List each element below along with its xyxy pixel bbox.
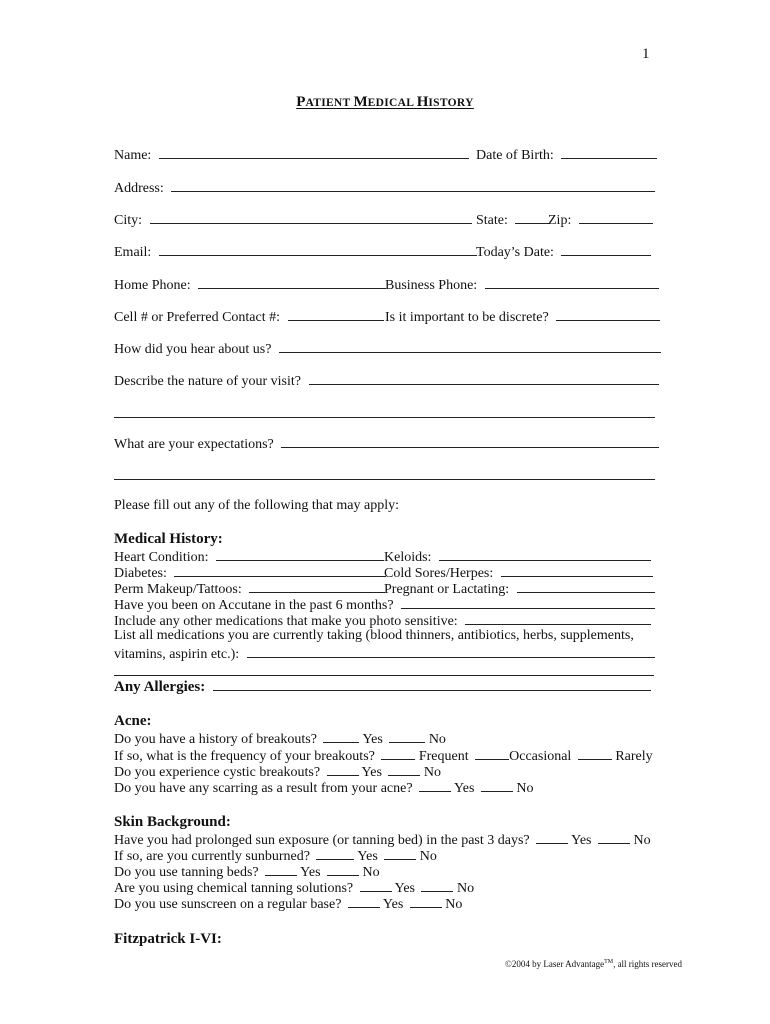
skin-q2-no-line[interactable] [384,847,416,860]
address-field [114,179,655,197]
acne-q1-yes-line[interactable] [323,730,359,743]
skin-q2-yes-line[interactable] [316,847,354,860]
zip-field [548,211,653,229]
medical-history-heading: Medical History: [114,531,223,547]
city-label: City: [114,213,143,228]
medications-extra-line[interactable] [114,663,654,676]
address-line[interactable] [171,179,655,192]
keloids-line[interactable] [439,548,651,561]
expectations-field [114,435,659,453]
name-label: Name: [114,148,152,163]
skin-q4-yes-line[interactable] [360,879,392,892]
expectations-extra-line[interactable] [114,467,655,480]
expectations-line[interactable] [281,435,659,448]
acne-q1 [114,730,446,748]
footer-prefix: ©2004 by Laser Advantage [505,959,605,969]
page-number: 1 [642,46,650,62]
keloids-label: Keloids: [384,550,432,565]
name-field [114,146,469,164]
zip-label: Zip: [548,213,572,228]
medications-field [114,645,655,663]
address-label: Address: [114,181,164,196]
skin-q4-no: No [456,881,475,896]
skin-q1-no: No [633,833,651,848]
skin-q1-yes: Yes [571,833,592,848]
acne-q4-yes: Yes [454,781,475,796]
todays-date-field [476,243,651,261]
skin-q2-label: If so, are you currently sunburned? [114,849,310,864]
nature-extra-line-wrap [114,405,655,423]
business-phone-line[interactable] [485,276,659,289]
medications-label: vitamins, aspirin etc.): [114,647,240,662]
dob-line[interactable] [561,146,657,159]
home-phone-label: Home Phone: [114,278,191,293]
photo-sensitive-label: Include any other medications that make you photo sensitive: [114,614,458,629]
acne-q1-yes: Yes [362,732,383,747]
perm-makeup-label: Perm Makeup/Tattoos: [114,582,242,597]
city-field [114,211,472,229]
photo-sensitive-line[interactable] [465,612,651,625]
acne-q4-no: No [516,781,534,796]
city-line[interactable] [150,211,472,224]
home-phone-field [114,276,386,294]
skin-background-heading: Skin Background: [114,814,231,830]
fill-out-note: Please fill out any of the following that may apply: [114,498,399,513]
skin-q3-no-line[interactable] [327,863,359,876]
email-label: Email: [114,245,152,260]
todays-date-label: Today’s Date: [476,245,554,260]
acne-q3-no: No [423,765,442,780]
perm-makeup-line[interactable] [249,580,385,593]
accutane-line[interactable] [401,596,655,609]
business-phone-field [385,276,659,294]
footer-tm: TM [604,959,614,965]
acne-q3-yes-line[interactable] [327,763,359,776]
cell-line[interactable] [288,308,384,321]
skin-q1-no-line[interactable] [598,831,630,844]
diabetes-label: Diabetes: [114,566,167,581]
allergies-line[interactable] [213,678,651,691]
dob-label: Date of Birth: [476,148,554,163]
expectations-label: What are your expectations? [114,437,274,452]
state-field [476,211,549,229]
acne-q2-label: If so, what is the frequency of your breakouts? [114,749,375,764]
skin-q2-no: No [419,849,437,864]
pregnant-label: Pregnant or Lactating: [384,582,510,597]
footer-suffix: , all rights reserved [613,959,683,969]
skin-q5 [114,895,462,913]
acne-q2-frequent-line[interactable] [381,747,415,760]
todays-date-line[interactable] [561,243,651,256]
acne-q1-label: Do you have a history of breakouts? [114,732,317,747]
acne-q3-no-line[interactable] [388,763,420,776]
page-title: PATIENT MEDICAL HISTORY [296,94,474,110]
pregnant-line[interactable] [517,580,655,593]
skin-q3-yes: Yes [300,865,321,880]
skin-q3-yes-line[interactable] [265,863,297,876]
discrete-field [385,308,660,326]
discrete-line[interactable] [556,308,660,321]
home-phone-line[interactable] [198,276,386,289]
skin-q5-label: Do you use sunscreen on a regular base? [114,897,342,912]
allergies-field [114,678,651,696]
acne-q2-rarely: Rarely [615,749,653,764]
discrete-label: Is it important to be discrete? [385,310,549,325]
acne-q4 [114,779,534,797]
acne-q4-label: Do you have any scarring as a result from your acne? [114,781,413,796]
skin-q3-no: No [362,865,380,880]
allergies-heading: Any Allergies: [114,679,206,695]
state-line[interactable] [515,211,549,224]
fitzpatrick-heading: Fitzpatrick I-VI: [114,931,222,947]
skin-q5-yes-line[interactable] [348,895,380,908]
skin-q4-no-line[interactable] [421,879,453,892]
acne-q3-yes: Yes [361,765,382,780]
heart-line[interactable] [216,548,384,561]
cold-sores-line[interactable] [501,564,653,577]
skin-q1-label: Have you had prolonged sun exposure (or tanning bed) in the past 3 days? [114,833,530,848]
skin-q1-yes-line[interactable] [536,831,568,844]
acne-q2-rarely-line[interactable] [578,747,612,760]
cold-sores-label: Cold Sores/Herpes: [384,566,494,581]
acne-q2-frequent: Frequent [418,749,469,764]
medications-line[interactable] [247,645,655,658]
skin-q5-no: No [445,897,463,912]
hear-about-field [114,340,661,358]
nature-extra-line[interactable] [114,405,655,418]
cell-field [114,308,384,326]
skin-q4-yes: Yes [394,881,415,896]
cell-label: Cell # or Preferred Contact #: [114,310,281,325]
copyright-footer [505,959,682,969]
acne-q4-no-line[interactable] [481,779,513,792]
acne-q2-occasional-line[interactable] [475,747,509,760]
medications-text-1: List all medications you are currently taking (blood thinners, antibiotics, herbs, supplements, [114,628,634,643]
nature-line[interactable] [309,372,659,385]
acne-q4-yes-line[interactable] [419,779,451,792]
dob-field [476,146,657,164]
acne-q1-no: No [428,732,446,747]
nature-field [114,372,659,390]
name-line[interactable] [159,146,469,159]
hear-about-label: How did you hear about us? [114,342,272,357]
acne-q2-occasional: Occasional [509,749,572,764]
acne-heading: Acne: [114,713,152,729]
skin-q3-label: Do you use tanning beds? [114,865,259,880]
email-field [114,243,477,261]
skin-q2-yes: Yes [357,849,378,864]
email-line[interactable] [159,243,477,256]
nature-label: Describe the nature of your visit? [114,374,301,389]
skin-q5-yes: Yes [382,897,404,912]
zip-line[interactable] [579,211,653,224]
acne-q3-label: Do you experience cystic breakouts? [114,765,321,780]
hear-about-line[interactable] [279,340,661,353]
skin-q4-label: Are you using chemical tanning solutions? [114,881,354,896]
acne-q1-no-line[interactable] [389,730,425,743]
accutane-label: Have you been on Accutane in the past 6 months? [114,598,394,613]
heart-label: Heart Condition: [114,550,209,565]
diabetes-line[interactable] [174,564,386,577]
state-label: State: [476,213,508,228]
skin-q5-no-line[interactable] [410,895,442,908]
business-phone-label: Business Phone: [385,278,478,293]
expectations-extra-line-wrap [114,467,655,485]
